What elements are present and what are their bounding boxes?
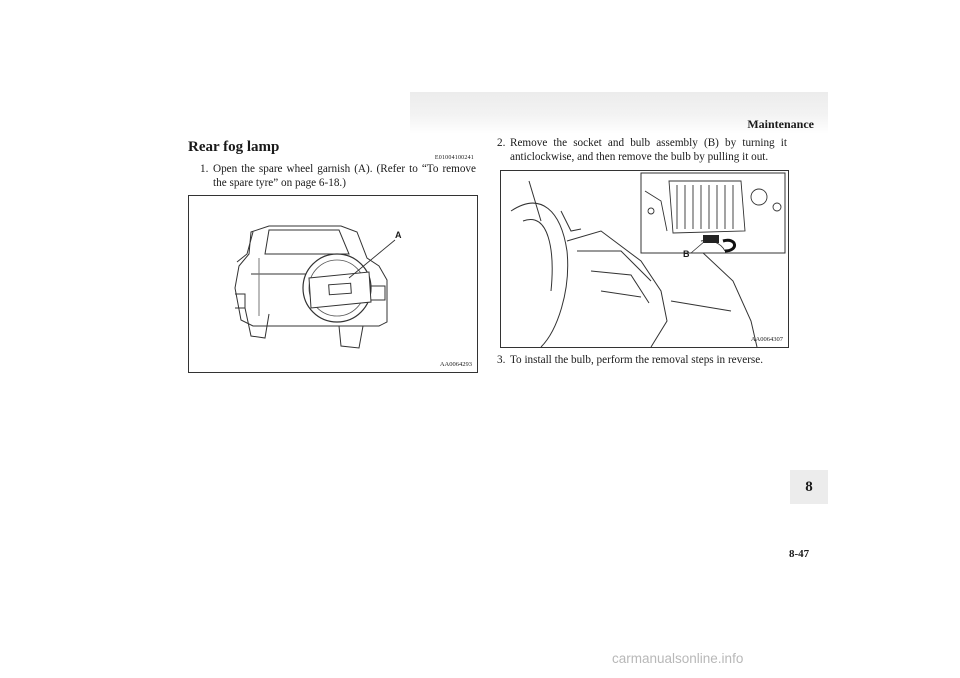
figure-code: AA0064293 [439, 361, 472, 368]
step-number: 1. [200, 163, 209, 175]
chapter-tab: 8 [790, 470, 828, 504]
step-3 [497, 353, 787, 367]
running-header: Maintenance [747, 117, 814, 131]
figure-vehicle-rear [188, 195, 478, 373]
step-2 [497, 136, 787, 164]
page-number: 8-47 [789, 548, 810, 560]
step-1 [200, 162, 476, 190]
section-title: Rear fog lamp [188, 139, 280, 155]
callout-label-b: B [683, 249, 690, 259]
figure-socket-removal [500, 170, 789, 348]
figure-code: AA0064307 [750, 336, 783, 343]
watermark: carmanualsonline.info [612, 651, 744, 666]
step-number: 2. [497, 137, 506, 149]
step-text: Remove the socket and bulb assembly (B) by turning it anticlockwise, and then remove the bulb by pulling it out. [510, 137, 787, 163]
step-text: To install the bulb, perform the removal steps in reverse. [510, 354, 764, 366]
step-text: Open the spare wheel garnish (A). (Refer to “To remove the spare tyre” on page 6-18.) [213, 163, 476, 189]
callout-label-a: A [395, 230, 402, 240]
section-code: E01004100241 [434, 155, 474, 161]
vehicle-rear-illustration [189, 196, 477, 372]
step-number: 3. [497, 354, 506, 366]
socket-removal-illustration [501, 171, 788, 347]
